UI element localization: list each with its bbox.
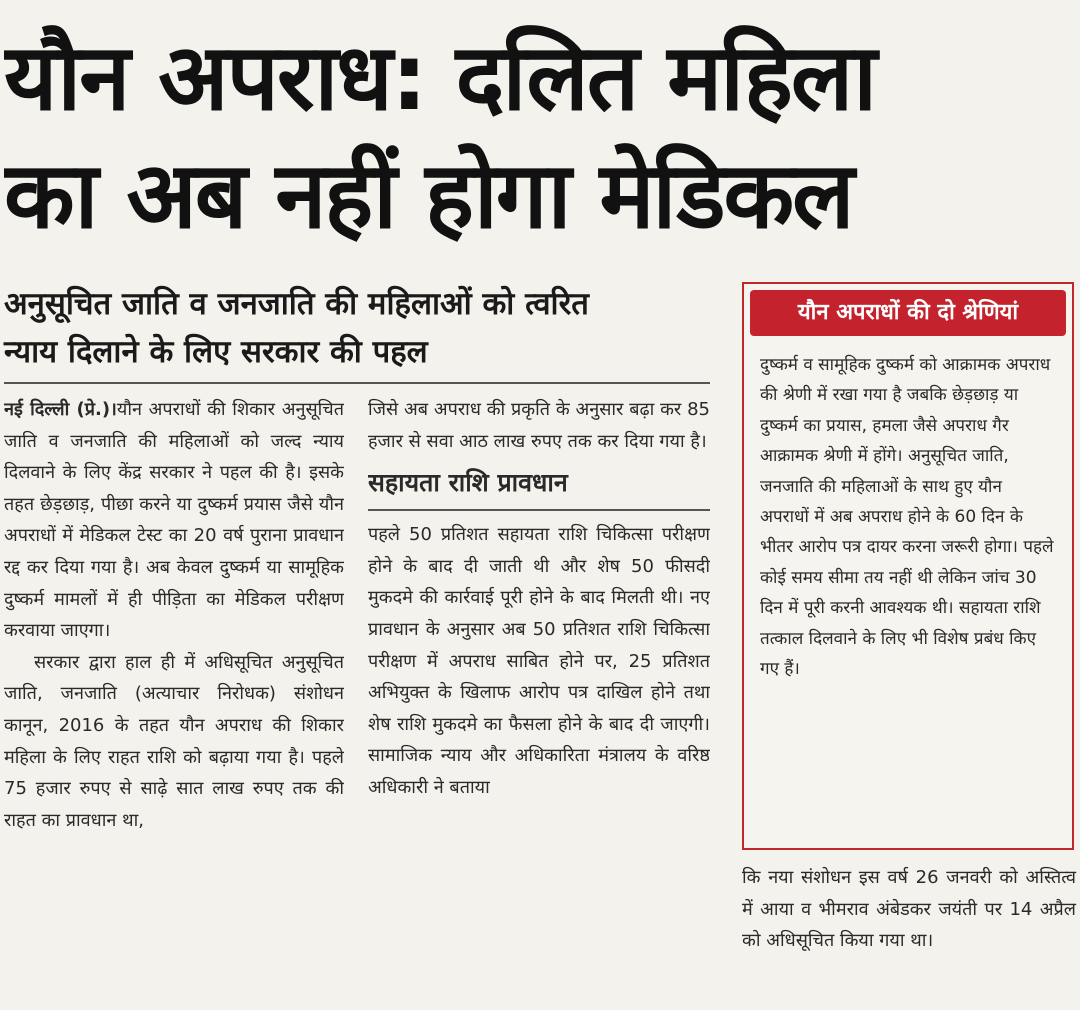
article-paragraph-3: जिसे अब अपराध की प्रकृति के अनुसार बढ़ा कर 85 हजार से सवा आठ लाख रुपए तक कर दिया गया है। [368, 399, 710, 452]
article-paragraph-1-text: यौन अपराधों की शिकार अनुसूचित जाति व जनजाति की महिलाओं को जल्द न्याय दिलवाने के लिए केंद्र सरकार ने पहल की है। इसके तहत छेड़छाड़, पीछा करने या दुष्कर्म प्रयास जैसे यौन अपराधों में मेडिकल टेस्ट का 20 वर्ष पुराना प्रावधान रद्द कर दिया गया है। अब केवल दुष्कर्म या सामूहिक दुष्कर्म मामलों में ही पीड़िता का मेडिकल परीक्षण करवाया जाएगा। [4, 399, 344, 642]
dateline: नई दिल्ली (प्रे.)। [4, 399, 117, 420]
subheadline-line-2: न्याय दिलाने के लिए सरकार की पहल [4, 334, 428, 370]
sidebar-title: यौन अपराधों की दो श्रेणियां [750, 290, 1066, 336]
headline-line-1: यौन अपराध: दलित महिला [4, 24, 876, 131]
article-column-1 [4, 394, 344, 1004]
article-column-3: कि नया संशोधन इस वर्ष 26 जनवरी को अस्तित्व में आया व भीमराव अंबेडकर जयंती पर 14 अप्रैल को अधिसूचित किया गया था। [742, 867, 1076, 952]
article-paragraph-2: सरकार द्वारा हाल ही में अधिसूचित अनुसूचित जाति, जनजाति (अत्याचार निरोधक) संशोधन कानून, 2016 के तहत यौन अपराध की शिकार महिला के लिए राहत राशि को बढ़ाया गया है। पहले 75 हजार रुपए से साढ़े सात लाख रुपए तक की राहत का प्रावधान था, [4, 651, 344, 831]
sidebar-body: दुष्कर्म व सामूहिक दुष्कर्म को आक्रामक अपराध की श्रेणी में रखा गया है जबकि छेड़छाड़ या दुष्कर्म का प्रयास, हमला जैसे अपराध गैर आक्रामक श्रेणी में होंगे। अनुसूचित जाति, जनजाति की महिलाओं के साथ हुए यौन अपराधों में अब अपराध होने के 60 दिन के भीतर आरोप पत्र दायर करना जरूरी होगा। पहले कोई समय सीमा तय नहीं थी लेकिन जांच 30 दिन में पूरी करनी आवश्यक थी। सहायता राशि तत्काल दिलवाने के लिए भी विशेष प्रबंध किए गए हैं। [760, 355, 1054, 680]
subheadline-rule [4, 382, 710, 384]
subheadline-line-1: अनुसूचित जाति व जनजाति की महिलाओं को त्वरित [4, 286, 589, 322]
headline-line-2: का अब नहीं होगा मेडिकल [4, 142, 853, 249]
article-column-2 [368, 394, 710, 1004]
article-paragraph-4: पहले 50 प्रतिशत सहायता राशि चिकित्सा परीक्षण होने के बाद दी जाती थी और शेष 50 फीसदी मुकदमे की कार्रवाई पूरी होने के बाद मिलती थी। नए प्रावधान के अनुसार अब 50 प्रतिशत राशि चिकित्सा परीक्षण में अपराध साबित होने पर, 25 प्रतिशत अभियुक्त के खिलाफ आरोप पत्र दाखिल होने तथा शेष राशि मुकदमे का फैसला होने के बाद दी जाएगी। सामाजिक न्याय और अधिकारिता मंत्रालय के वरिष्ठ अधिकारी ने बताया [368, 524, 710, 798]
article-paragraph-1 [4, 394, 344, 647]
sidebar-box [742, 282, 1074, 850]
section-heading: सहायता राशि प्रावधान [368, 463, 710, 511]
